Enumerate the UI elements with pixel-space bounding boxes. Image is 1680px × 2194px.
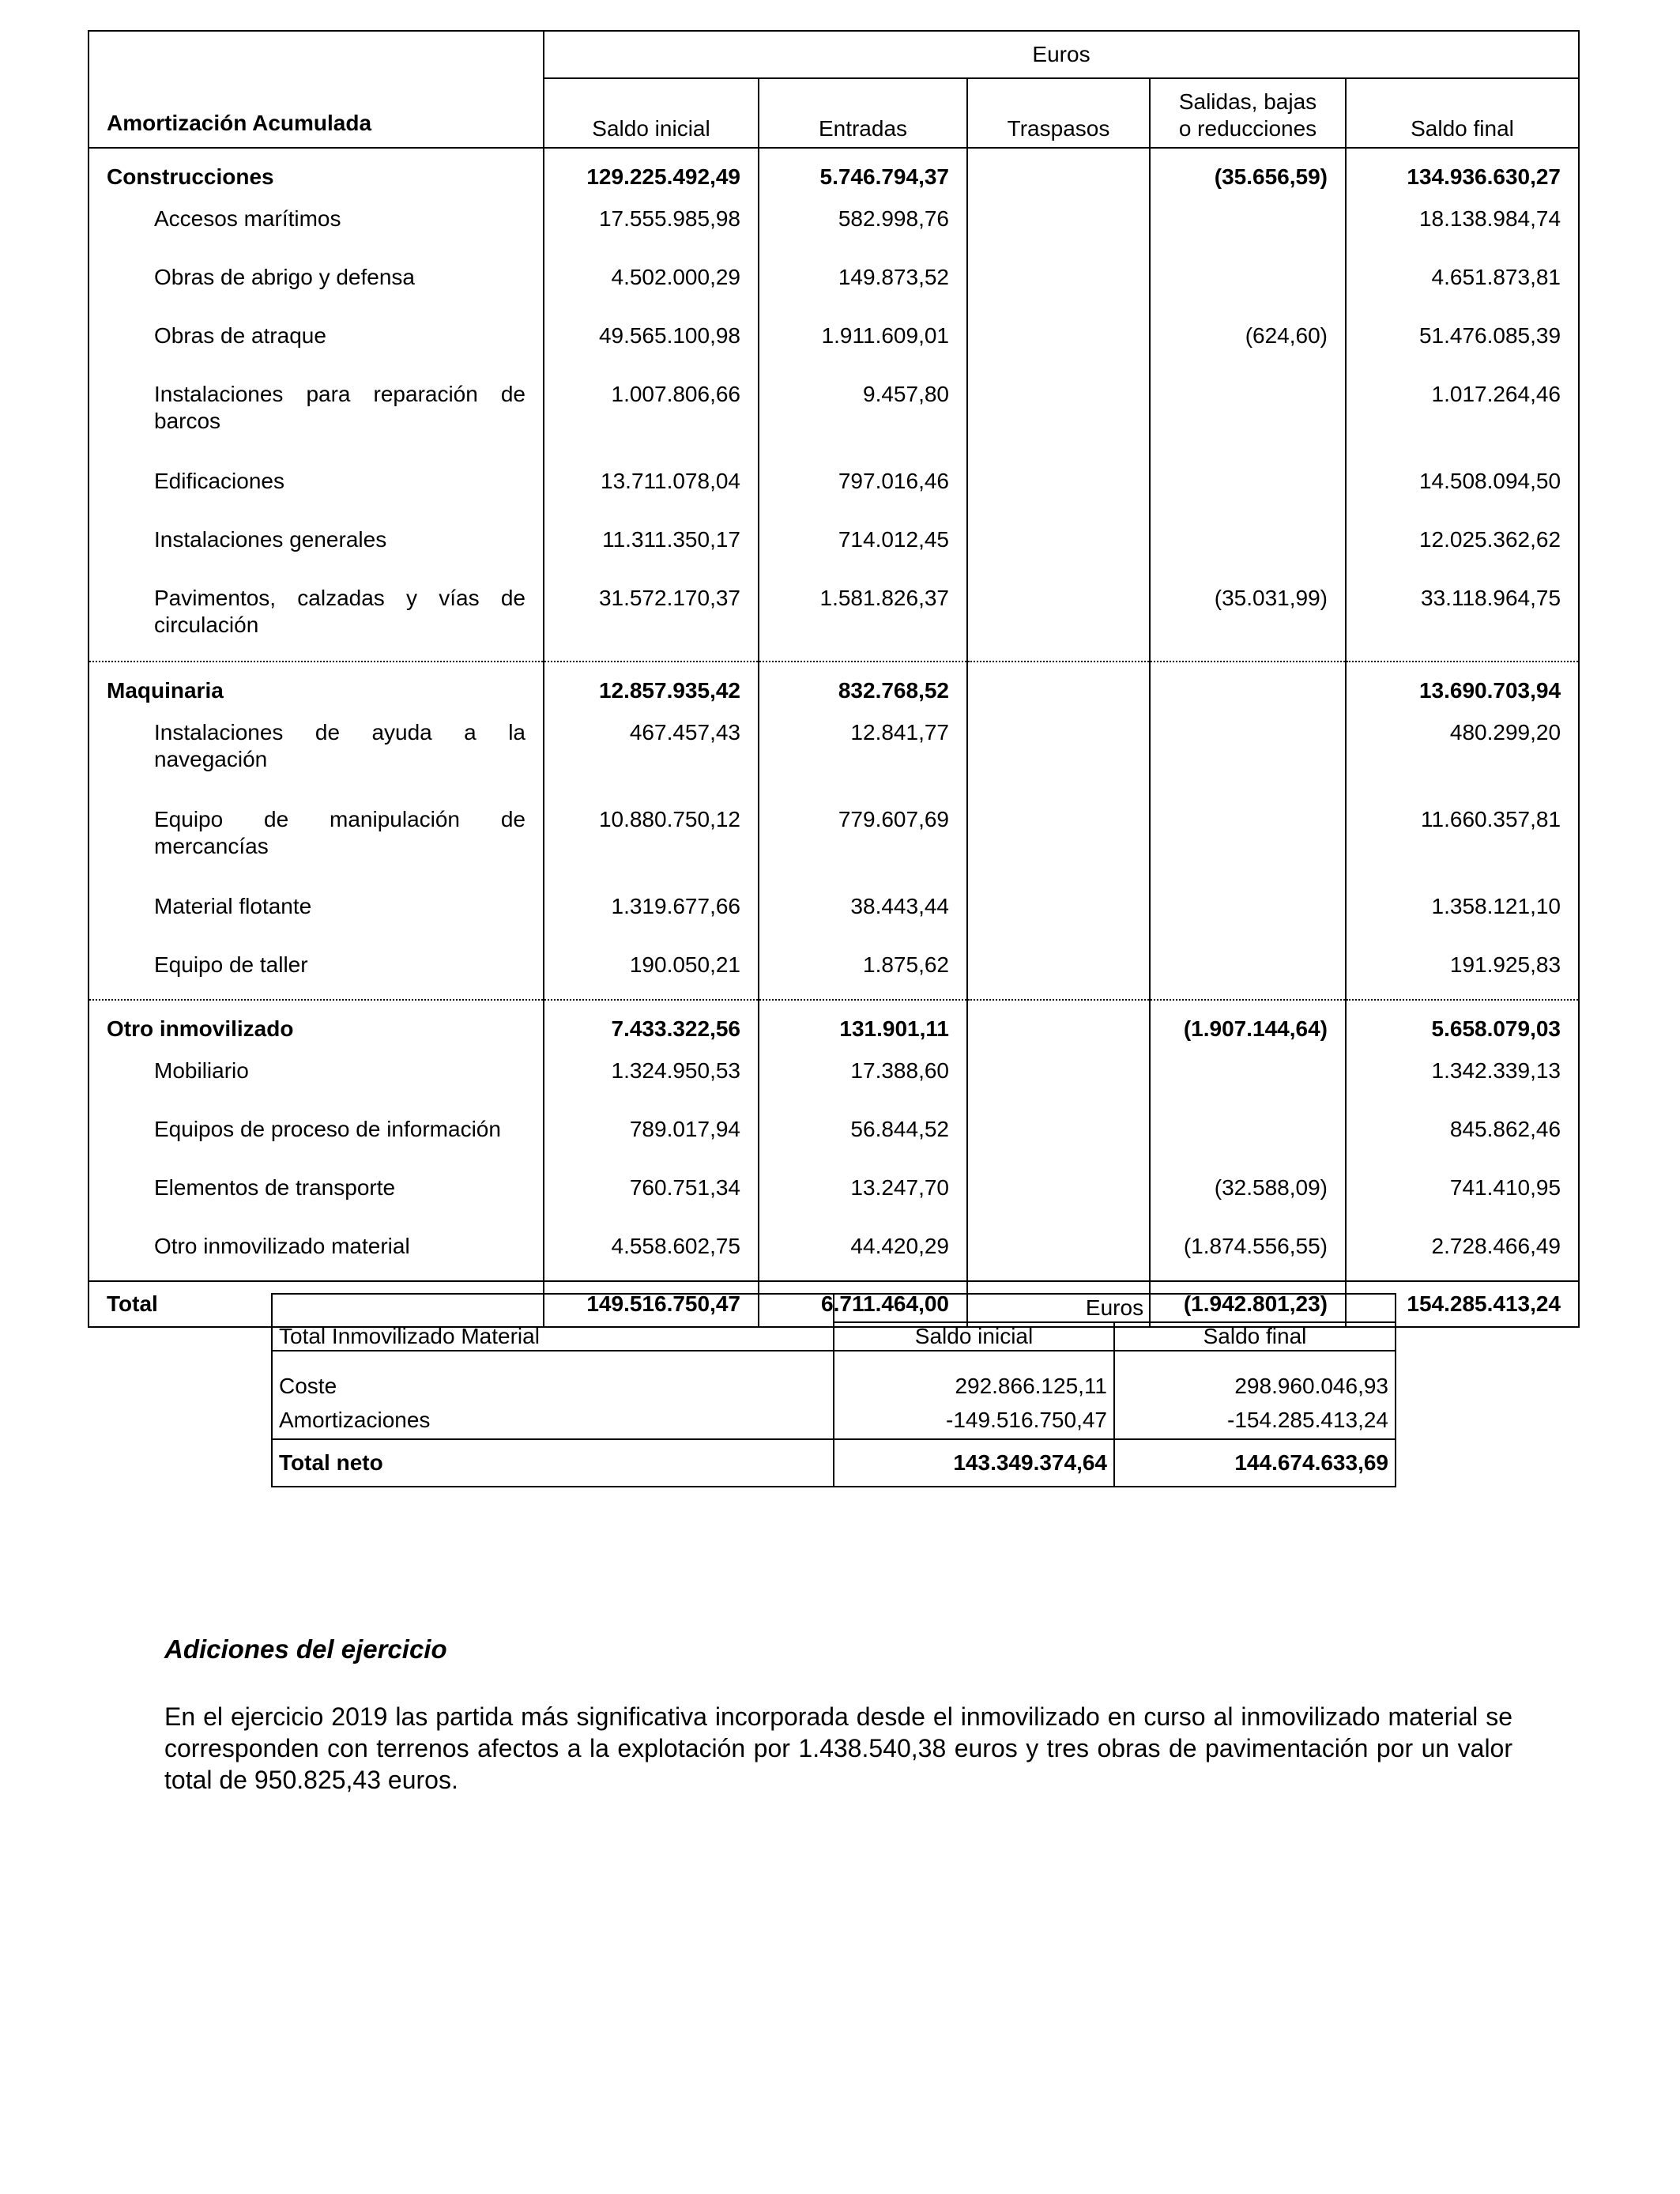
cell-saldo-final: 134.936.630,27 bbox=[1346, 148, 1579, 194]
cell-saldo-inicial: 190.050,21 bbox=[544, 941, 759, 1000]
row-label: Edificaciones bbox=[89, 457, 544, 515]
cell-saldo-final: 1.017.264,46 bbox=[1346, 370, 1579, 457]
cell-salidas bbox=[1150, 194, 1346, 253]
cell-saldo-inicial: 149.516.750,47 bbox=[544, 1281, 759, 1327]
cell-entradas: 17.388,60 bbox=[759, 1046, 967, 1105]
cell-traspasos bbox=[967, 1046, 1150, 1105]
table-row bbox=[89, 1163, 1579, 1222]
cell-salidas bbox=[1150, 1105, 1346, 1163]
summary-body-row bbox=[272, 1351, 1396, 1439]
table-row bbox=[89, 1222, 1579, 1281]
euros-header: Euros bbox=[544, 31, 1579, 78]
cell-saldo-inicial: 10.880.750,12 bbox=[544, 795, 759, 882]
cell-saldo-inicial: 7.433.322,56 bbox=[544, 1000, 759, 1046]
summary-labels bbox=[272, 1351, 834, 1439]
cell-salidas: (35.031,99) bbox=[1150, 574, 1346, 662]
cell-salidas bbox=[1150, 457, 1346, 515]
table-row bbox=[89, 708, 1579, 795]
table-row bbox=[89, 882, 1579, 941]
amortization-label-header: Amortización Acumulada bbox=[89, 31, 544, 148]
cell-entradas: 149.873,52 bbox=[759, 253, 967, 311]
cell-salidas bbox=[1150, 708, 1346, 795]
cell-saldo-final: 845.862,46 bbox=[1346, 1105, 1579, 1163]
cell-saldo-final: 51.476.085,39 bbox=[1346, 311, 1579, 370]
amortization-table bbox=[88, 30, 1580, 1328]
row-label: Pavimentos, calzadas y vías de circulación bbox=[89, 574, 544, 662]
cell-traspasos bbox=[967, 515, 1150, 574]
cell-saldo-final: 18.138.984,74 bbox=[1346, 194, 1579, 253]
column-header-entradas: Entradas bbox=[759, 78, 967, 148]
cell-traspasos bbox=[967, 708, 1150, 795]
row-label: Total bbox=[89, 1281, 544, 1327]
cell-traspasos bbox=[967, 253, 1150, 311]
cell-entradas: 797.016,46 bbox=[759, 457, 967, 515]
cell-saldo-final: 1.342.339,13 bbox=[1346, 1046, 1579, 1105]
cell-traspasos bbox=[967, 1163, 1150, 1222]
row-label: Construcciones bbox=[89, 148, 544, 194]
column-header-traspasos: Traspasos bbox=[967, 78, 1150, 148]
summary-total-saldo-final: 144.674.633,69 bbox=[1114, 1439, 1396, 1487]
row-label: Instalaciones de ayuda a la navegación bbox=[89, 708, 544, 795]
row-label: Equipo de taller bbox=[89, 941, 544, 1000]
summary-table bbox=[271, 1293, 1396, 1487]
table-row bbox=[89, 457, 1579, 515]
cell-salidas bbox=[1150, 941, 1346, 1000]
cell-entradas: 56.844,52 bbox=[759, 1105, 967, 1163]
table-group-row bbox=[89, 662, 1579, 708]
cell-traspasos bbox=[967, 457, 1150, 515]
cell-salidas: (624,60) bbox=[1150, 311, 1346, 370]
cell-traspasos bbox=[967, 370, 1150, 457]
cell-entradas: 5.746.794,37 bbox=[759, 148, 967, 194]
cell-traspasos bbox=[967, 574, 1150, 662]
summary-total-row bbox=[272, 1439, 1396, 1487]
cell-saldo-final: 741.410,95 bbox=[1346, 1163, 1579, 1222]
table-row bbox=[89, 311, 1579, 370]
table-row bbox=[89, 515, 1579, 574]
column-header-salidas: Salidas, bajas o reducciones bbox=[1150, 78, 1346, 148]
row-label: Equipo de manipulación de mercancías bbox=[89, 795, 544, 882]
table-group-row bbox=[89, 1000, 1579, 1046]
cell-entradas: 9.457,80 bbox=[759, 370, 967, 457]
column-header-saldo-final: Saldo final bbox=[1346, 78, 1579, 148]
cell-entradas: 1.581.826,37 bbox=[759, 574, 967, 662]
amortization-table-body bbox=[89, 148, 1579, 1281]
table-row bbox=[89, 1046, 1579, 1105]
cell-traspasos bbox=[967, 941, 1150, 1000]
cell-saldo-inicial: 12.857.935,42 bbox=[544, 662, 759, 708]
cell-traspasos bbox=[967, 882, 1150, 941]
cell-saldo-final: 480.299,20 bbox=[1346, 708, 1579, 795]
cell-entradas: 6.711.464,00 bbox=[759, 1281, 967, 1327]
cell-traspasos bbox=[967, 148, 1150, 194]
cell-saldo-inicial: 31.572.170,37 bbox=[544, 574, 759, 662]
cell-saldo-inicial: 11.311.350,17 bbox=[544, 515, 759, 574]
cell-salidas bbox=[1150, 253, 1346, 311]
cell-entradas: 12.841,77 bbox=[759, 708, 967, 795]
summary-coste-saldo-final: 298.960.046,93 bbox=[1234, 1374, 1388, 1398]
summary-euros-header: Euros bbox=[834, 1294, 1396, 1322]
table-row bbox=[89, 795, 1579, 882]
cell-entradas: 779.607,69 bbox=[759, 795, 967, 882]
column-header-saldo-inicial: Saldo inicial bbox=[544, 78, 759, 148]
row-label: Elementos de transporte bbox=[89, 1163, 544, 1222]
summary-amortizaciones-saldo-final: -154.285.413,24 bbox=[1227, 1408, 1388, 1432]
cell-saldo-inicial: 789.017,94 bbox=[544, 1105, 759, 1163]
table-row bbox=[89, 253, 1579, 311]
summary-coste-saldo-inicial: 292.866.125,11 bbox=[955, 1374, 1107, 1398]
cell-entradas: 1.875,62 bbox=[759, 941, 967, 1000]
cell-saldo-final: 33.118.964,75 bbox=[1346, 574, 1579, 662]
row-label: Equipos de proceso de información bbox=[89, 1105, 544, 1163]
table-row bbox=[89, 194, 1579, 253]
cell-salidas bbox=[1150, 882, 1346, 941]
cell-saldo-final: 191.925,83 bbox=[1346, 941, 1579, 1000]
row-label: Maquinaria bbox=[89, 662, 544, 708]
cell-saldo-inicial: 1.319.677,66 bbox=[544, 882, 759, 941]
cell-traspasos bbox=[967, 662, 1150, 708]
summary-label-amortizaciones: Amortizaciones bbox=[279, 1408, 431, 1432]
cell-salidas bbox=[1150, 515, 1346, 574]
cell-saldo-final: 5.658.079,03 bbox=[1346, 1000, 1579, 1046]
summary-total-label: Total neto bbox=[272, 1439, 834, 1487]
row-label: Obras de abrigo y defensa bbox=[89, 253, 544, 311]
row-label: Obras de atraque bbox=[89, 311, 544, 370]
cell-salidas: (1.942.801,23) bbox=[1150, 1281, 1346, 1327]
summary-total-saldo-inicial: 143.349.374,64 bbox=[834, 1439, 1114, 1487]
row-label: Mobiliario bbox=[89, 1046, 544, 1105]
row-label: Otro inmovilizado bbox=[89, 1000, 544, 1046]
section-heading: Adiciones del ejercicio bbox=[164, 1634, 447, 1664]
table-group-row bbox=[89, 148, 1579, 194]
cell-saldo-inicial: 49.565.100,98 bbox=[544, 311, 759, 370]
cell-saldo-inicial: 13.711.078,04 bbox=[544, 457, 759, 515]
cell-traspasos bbox=[967, 795, 1150, 882]
cell-traspasos bbox=[967, 1222, 1150, 1281]
cell-traspasos bbox=[967, 194, 1150, 253]
cell-saldo-inicial: 129.225.492,49 bbox=[544, 148, 759, 194]
cell-salidas bbox=[1150, 662, 1346, 708]
cell-saldo-inicial: 1.007.806,66 bbox=[544, 370, 759, 457]
cell-saldo-inicial: 4.558.602,75 bbox=[544, 1222, 759, 1281]
cell-saldo-final: 11.660.357,81 bbox=[1346, 795, 1579, 882]
cell-saldo-inicial: 760.751,34 bbox=[544, 1163, 759, 1222]
cell-salidas bbox=[1150, 370, 1346, 457]
cell-salidas bbox=[1150, 1046, 1346, 1105]
cell-salidas: (35.656,59) bbox=[1150, 148, 1346, 194]
table-row bbox=[89, 370, 1579, 457]
cell-entradas: 131.901,11 bbox=[759, 1000, 967, 1046]
cell-traspasos bbox=[967, 1000, 1150, 1046]
cell-traspasos bbox=[967, 311, 1150, 370]
table-row bbox=[89, 941, 1579, 1000]
summary-label-coste: Coste bbox=[279, 1374, 337, 1398]
table-row bbox=[89, 574, 1579, 662]
cell-entradas: 13.247,70 bbox=[759, 1163, 967, 1222]
cell-saldo-final: 2.728.466,49 bbox=[1346, 1222, 1579, 1281]
summary-column-saldo-inicial: Saldo inicial bbox=[834, 1322, 1114, 1351]
cell-salidas: (32.588,09) bbox=[1150, 1163, 1346, 1222]
cell-traspasos bbox=[967, 1105, 1150, 1163]
cell-entradas: 44.420,29 bbox=[759, 1222, 967, 1281]
summary-saldo-inicial-cells bbox=[834, 1351, 1114, 1439]
cell-saldo-final: 154.285.413,24 bbox=[1346, 1281, 1579, 1327]
cell-entradas: 714.012,45 bbox=[759, 515, 967, 574]
row-label: Material flotante bbox=[89, 882, 544, 941]
cell-entradas: 38.443,44 bbox=[759, 882, 967, 941]
row-label: Otro inmovilizado material bbox=[89, 1222, 544, 1281]
cell-saldo-inicial: 467.457,43 bbox=[544, 708, 759, 795]
table-row bbox=[89, 1105, 1579, 1163]
cell-saldo-inicial: 1.324.950,53 bbox=[544, 1046, 759, 1105]
row-label: Accesos marítimos bbox=[89, 194, 544, 253]
section-paragraph: En el ejercicio 2019 las partida más significativa incorporada desde el inmovilizado en curso al inmovilizado material se corresponden con terrenos afectos a la explotación por 1.438.540,38 euros y tres obras de pavimentación por un valor total de 950.825,43 euros. bbox=[164, 1702, 1512, 1794]
summary-column-saldo-final: Saldo final bbox=[1114, 1322, 1396, 1351]
summary-amortizaciones-saldo-inicial: -149.516.750,47 bbox=[946, 1408, 1107, 1432]
cell-entradas: 582.998,76 bbox=[759, 194, 967, 253]
cell-salidas: (1.907.144,64) bbox=[1150, 1000, 1346, 1046]
cell-saldo-final: 13.690.703,94 bbox=[1346, 662, 1579, 708]
row-label: Instalaciones para reparación de barcos bbox=[89, 370, 544, 457]
cell-saldo-final: 4.651.873,81 bbox=[1346, 253, 1579, 311]
row-label: Instalaciones generales bbox=[89, 515, 544, 574]
cell-salidas: (1.874.556,55) bbox=[1150, 1222, 1346, 1281]
cell-saldo-inicial: 17.555.985,98 bbox=[544, 194, 759, 253]
cell-saldo-final: 14.508.094,50 bbox=[1346, 457, 1579, 515]
cell-entradas: 1.911.609,01 bbox=[759, 311, 967, 370]
cell-saldo-final: 1.358.121,10 bbox=[1346, 882, 1579, 941]
cell-saldo-final: 12.025.362,62 bbox=[1346, 515, 1579, 574]
summary-label-header: Total Inmovilizado Material bbox=[272, 1294, 834, 1351]
cell-salidas bbox=[1150, 795, 1346, 882]
cell-saldo-inicial: 4.502.000,29 bbox=[544, 253, 759, 311]
cell-entradas: 832.768,52 bbox=[759, 662, 967, 708]
summary-saldo-final-cells bbox=[1114, 1351, 1396, 1439]
